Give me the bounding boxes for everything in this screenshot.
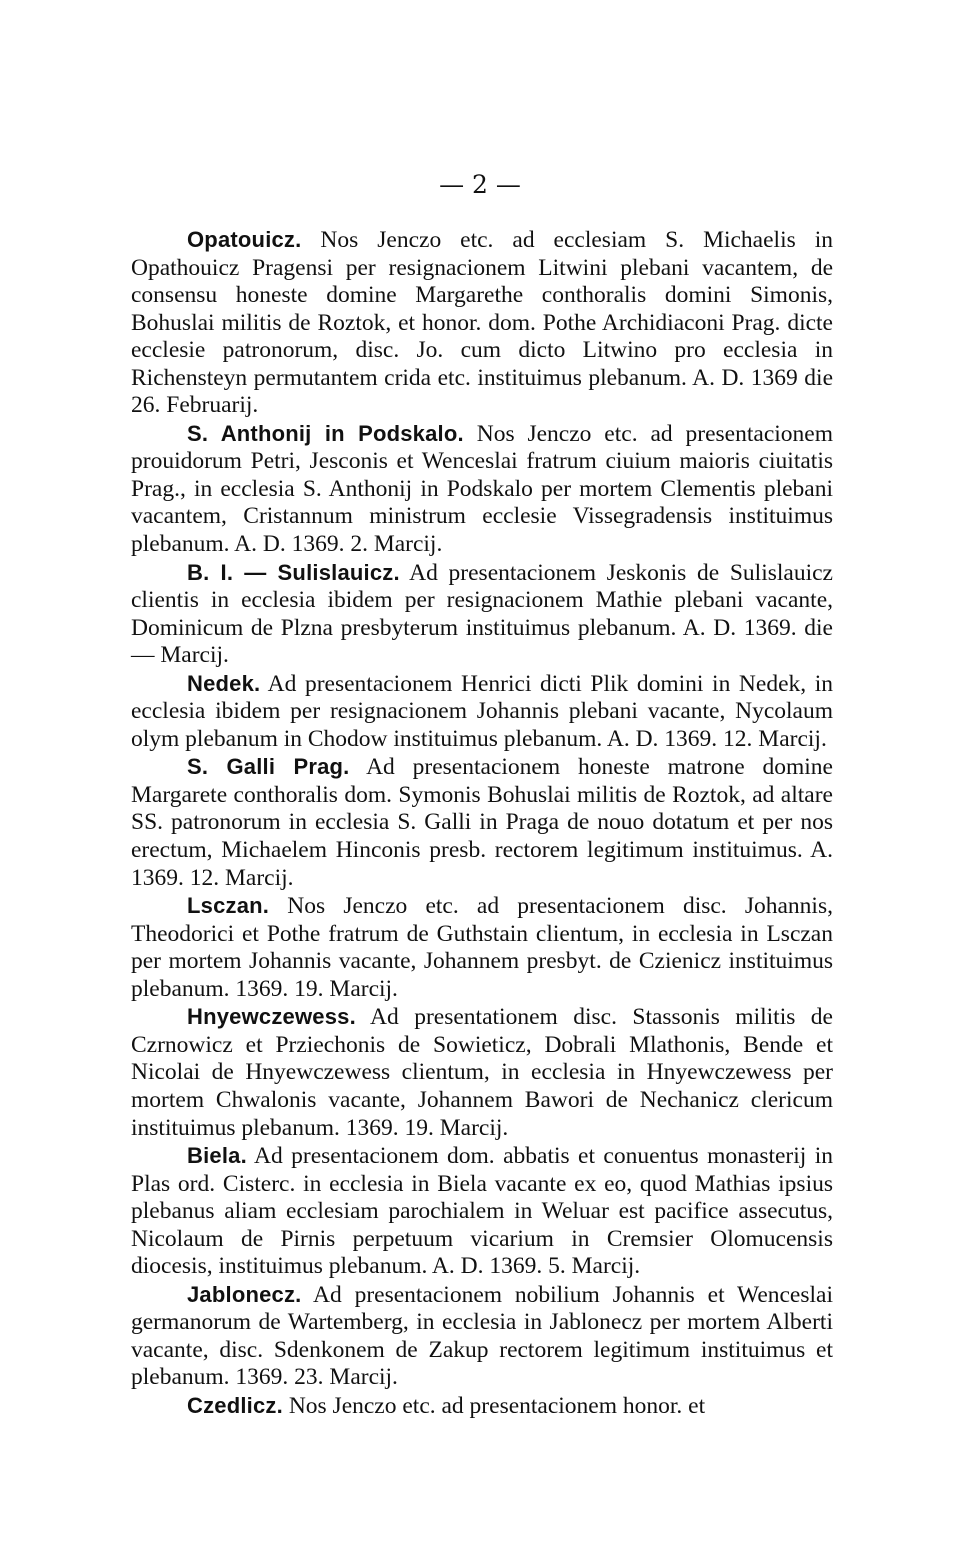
entry-heading: Czedlicz. [187,1392,283,1418]
entry-lsczan [131,892,833,1003]
entry-text: Ad presentacionem nobilium Johannis et Wenceslai germanorum de Wartemberg, in ecclesia in Jablonecz per mortem Alberti vacante, disc. Sdenkonem de Zakup rectorem legitimum instituimus et plebanum. 1369. 23. Marcij. [131,1281,833,1391]
entry-text: Ad presentacionem dom. abbatis et conuentus monasterij in Plas ord. Cisterc. in ecclesia in Biela vacante ex eo, quod Mathias ipsius plebanus aliam ecclesiam parochialem in Weluar est pacifice assecutus, Nicolaum de Pirnis perpetuum vicarium in Cremsier Olomucensis diocesis, instituimus plebanum. A. D. 1369. 5. Marcij. [131,1143,833,1280]
entry-heading: Biela. [187,1143,247,1169]
entry-heading: S. Galli Prag. [187,754,350,780]
entry-text: Ad presentacionem honeste matrone domine Margarete conthoralis dom. Symonis Bohuslai militis de Roztok, ad altare SS. patronorum in ecclesia S. Galli in Praga de nouo dotatum et per nos erectum, Michaelem Hinconis presb. rectorem legitimum instituimus. A. 1369. 12. Marcij. [131,754,833,891]
entry-heading: Nedek. [187,670,261,696]
entry-nedek [131,670,833,754]
entry-text: Nos Jenczo etc. ad presentacionem disc. Johannis, Theodorici et Pothe fratrum de Guthstain clientum, in ecclesia in Lsczan per mortem Johannis vacante, Johannem presbyt. de Czienicz instituimus plebanum. 1369. 19. Marcij. [131,893,833,1002]
entry-text: Ad presentacionem Jeskonis de Sulislauicz clientis in ecclesia ibidem per resignacionem Mathie plebani vacante, Dominicum de Plzna presbyterum instituimus plebanum. A. D. 1369. die — Marcij. [131,559,833,669]
entry-text: Nos Jenczo etc. ad ecclesiam S. Michaelis in Opathouicz Pragensi per resignacionem Litwini plebani vacantem, de consensu honeste domine Margarethe conthoralis domini Simonis, Bohuslai militis de Roztok, et honor. dom. Pothe Archidiaconi Prag. dicte ecclesie patronorum, disc. Jo. cum dicto Litwino pro ecclesia in Richensteyn permutantem crida etc. instituimus plebanum. A. D. 1369 die 26. Februarij. [131,227,833,419]
register-text [131,226,833,1421]
page-number: — 2 — [439,170,521,199]
entry-biela [131,1142,833,1281]
entry-heading: Jablonecz. [187,1281,302,1307]
entry-sulislauicz [131,559,833,670]
entry-text: Ad presentationem disc. Stassonis militis de Czrnowicz et Prziechonis de Sowieticz, Dobrali Mlathonis, Bende et Nicolai de Hnyewczewess clientum, in ecclesia in Hnyewczewess per mortem Chwalonis vacante, Johannem Bawori de Nechanicz clericum instituimus plebanum. 1369. 19. Marcij. [131,1004,833,1141]
entry-heading: Lsczan. [187,893,270,919]
entry-jablonecz [131,1281,833,1392]
entry-s-anthonij [131,420,833,559]
entry-heading: S. Anthonij in Podskalo. [187,420,464,446]
entry-s-galli [131,753,833,892]
entry-hnyewczewess [131,1003,833,1142]
entry-text: Nos Jenczo etc. ad presentacionem prouidorum Petri, Jesconis et Wenceslai fratrum ciuium maioris ciuitatis Prag., in ecclesia S. Anthonij in Podskalo per mortem Clementis plebani vacantem, Cristannum ministrum ecclesie Vissegradensis instituimus plebanum. A. D. 1369. 2. Marcij. [131,420,833,558]
entry-czedlicz [131,1392,833,1421]
entry-text: Ad presentacionem Henrici dicti Plik domini in Nedek, in ecclesia ibidem per resignacionem Johannis plebani vacante, Nycolaum olym plebanum in Chodow instituimus plebanum. A. D. 1369. 12. Marcij. [131,670,833,752]
entry-text: Nos Jenczo etc. ad presentacionem honor. et [282,1392,706,1419]
entry-heading: Opatouicz. [187,227,302,252]
entry-heading: B. I. — Sulislauicz. [187,559,400,585]
entry-heading: Hnyewczewess. [187,1004,356,1030]
entry-opatouicz [131,226,833,420]
